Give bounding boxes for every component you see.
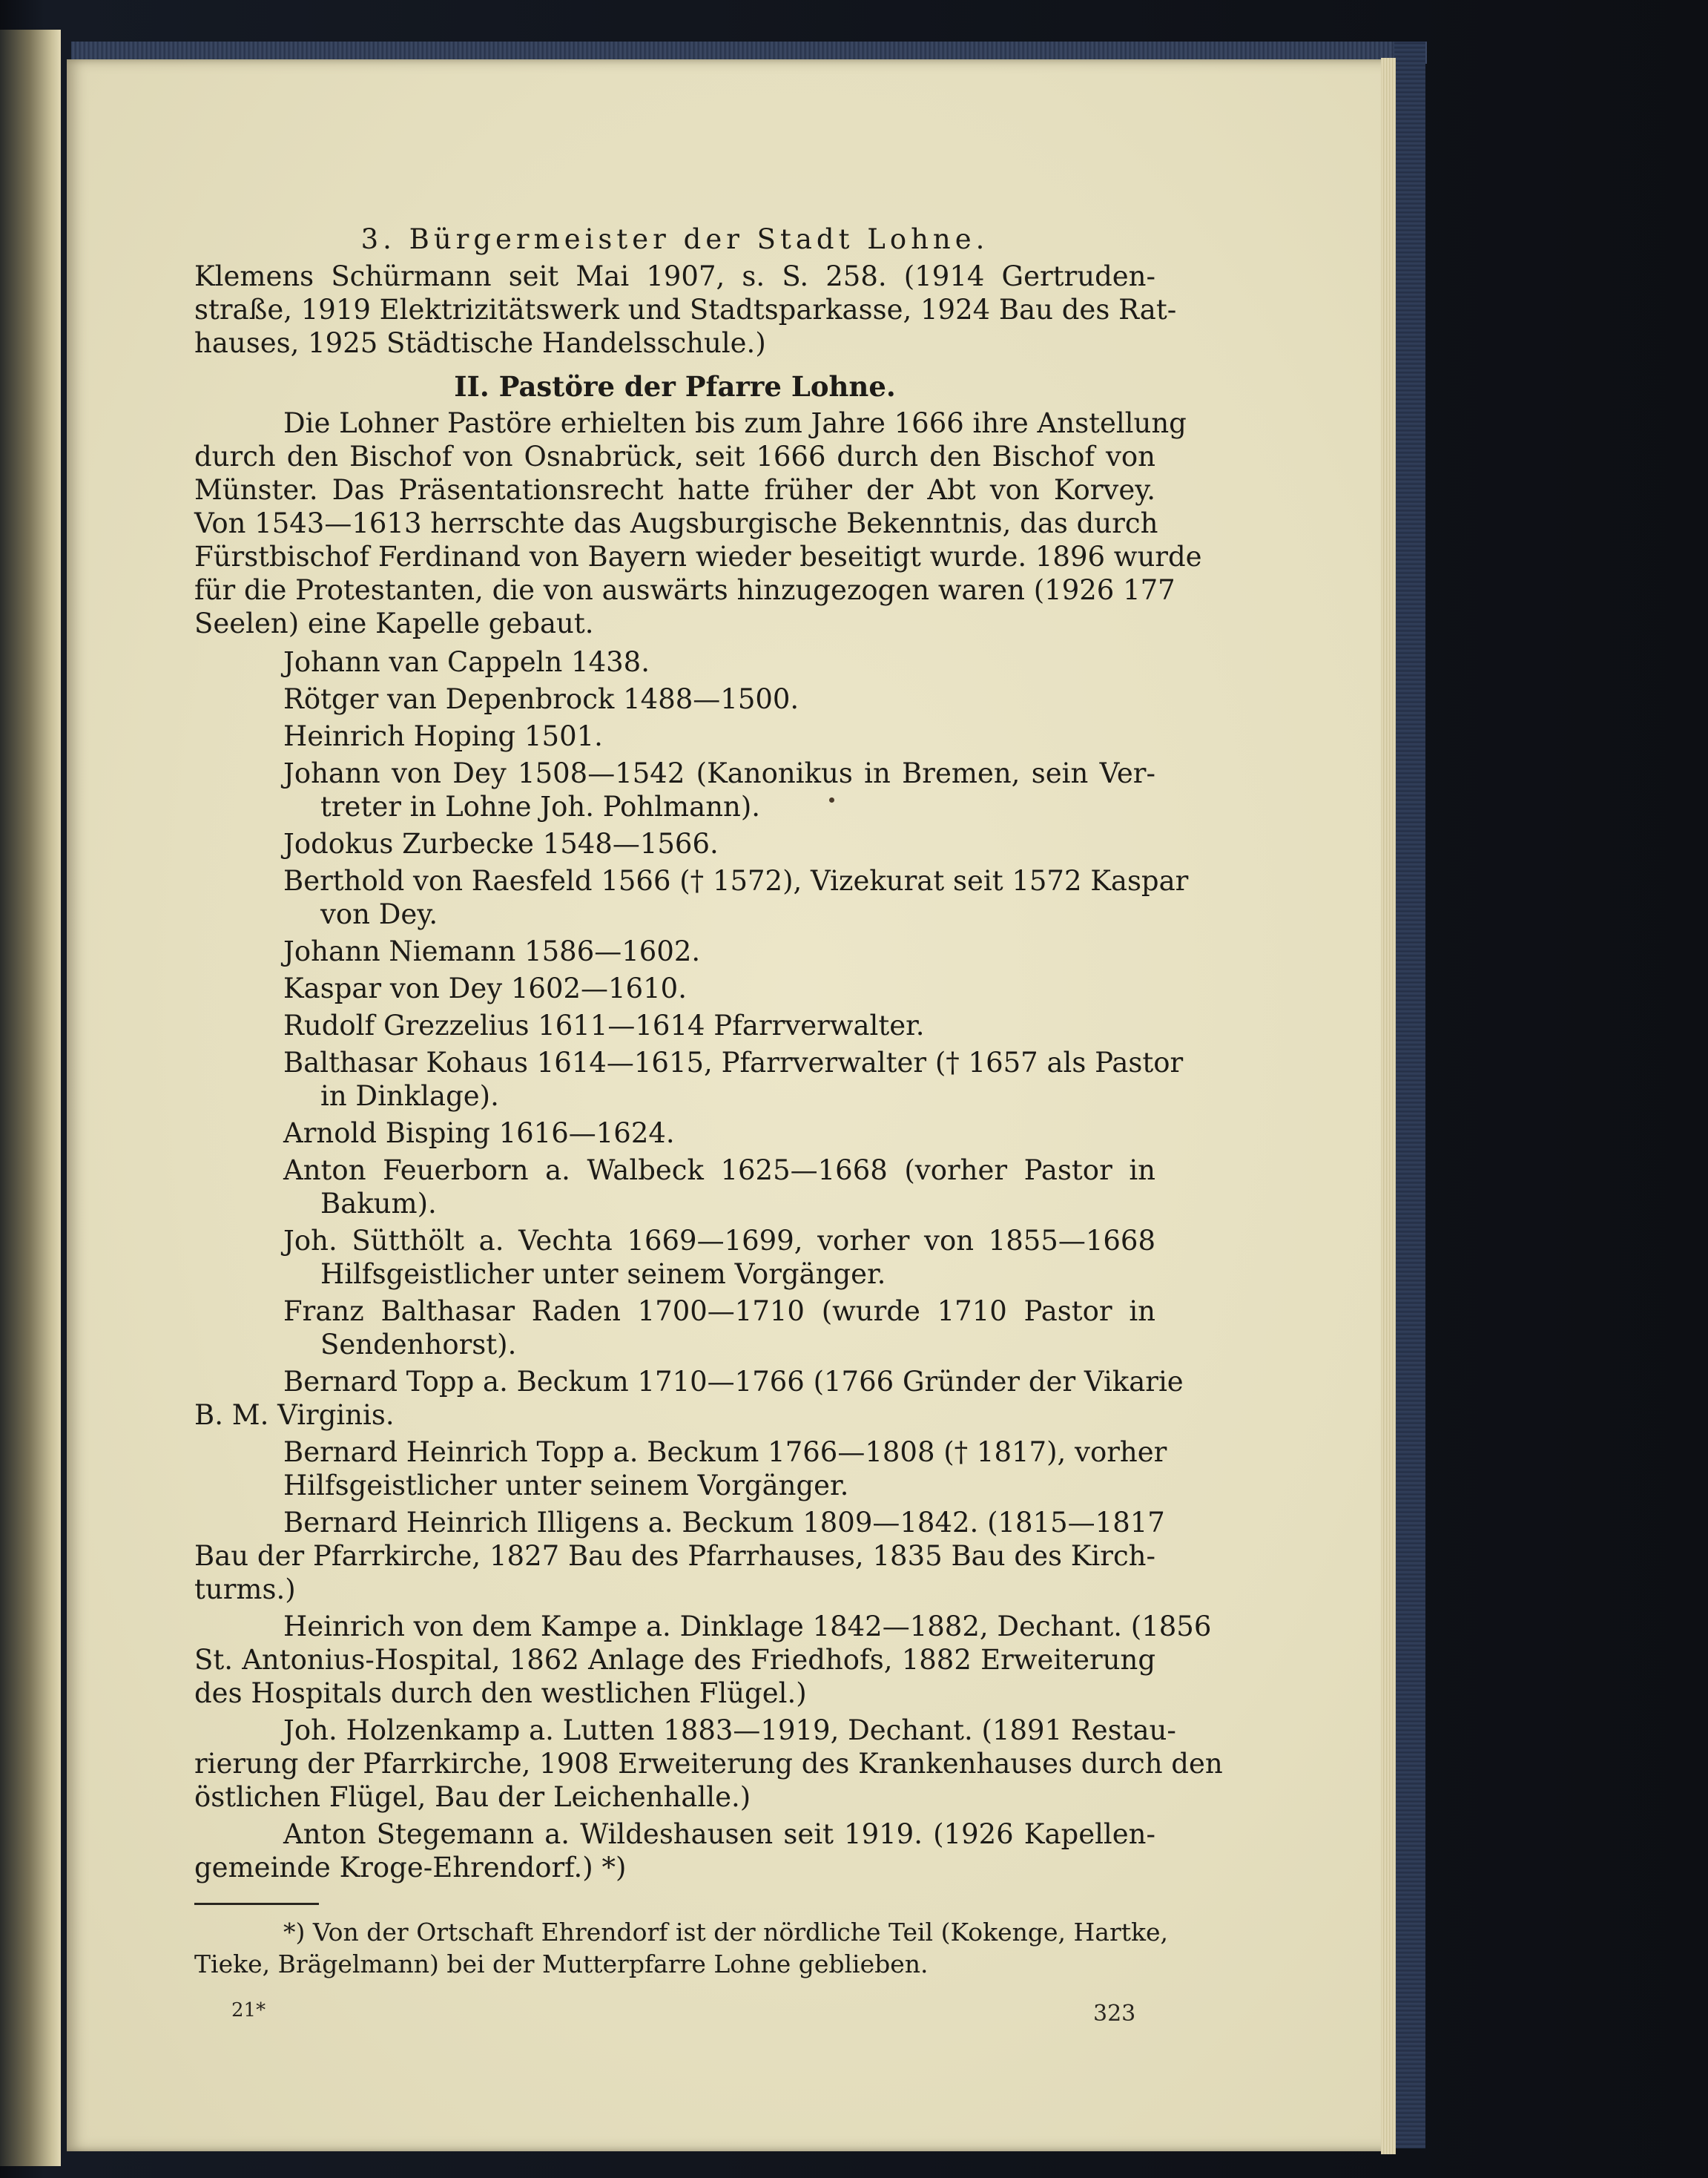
pastor-entry-cont: Hilfsgeistlicher unter seinem Vorgänger. [283, 1470, 849, 1501]
mayor-line: straße, 1919 Elektrizitätswerk und Stadtsparkasse, 1924 Bau des Rat- [194, 294, 1177, 326]
pastor-entry-cont: von Dey. [320, 898, 438, 930]
pastor-entry: Berthold von Raesfeld 1566 († 1572), Vizekurat seit 1572 Kaspar [283, 865, 1189, 897]
book-cover-right [1394, 42, 1425, 2148]
pastor-entry: Kaspar von Dey 1602—1610. [283, 973, 687, 1004]
intro-line: durch den Bischof von Osnabrück, seit 1666 durch den Bischof von [194, 441, 1155, 473]
pastor-entry-cont: östlichen Flügel, Bau der Leichenhalle.) [194, 1781, 751, 1813]
intro-line: Fürstbischof Ferdinand von Bayern wieder beseitigt wurde. 1896 wurde [194, 541, 1202, 573]
section-heading-pastors: II. Pastöre der Pfarre Lohne. [454, 370, 896, 403]
pastor-entry-cont: turms.) [194, 1573, 296, 1605]
pastor-entry: Heinrich von dem Kampe a. Dinklage 1842—1882, Dechant. (1856 [283, 1611, 1212, 1642]
pastor-entry: Heinrich Hoping 1501. [283, 720, 603, 752]
pastor-entry: Bernard Heinrich Illigens a. Beckum 1809—1842. (1815—1817 [283, 1507, 1165, 1539]
section-heading-mayors: 3. Bürgermeister der Stadt Lohne. [360, 223, 989, 255]
mayor-line: hauses, 1925 Städtische Handelsschule.) [194, 327, 766, 359]
page-number: 323 [1093, 2001, 1136, 2027]
intro-line: Von 1543—1613 herrschte das Augsburgische Bekenntnis, das durch [194, 507, 1158, 539]
footnote-line: *) Von der Ortschaft Ehrendorf ist der nördliche Teil (Kokenge, Hartke, [283, 1918, 1169, 1947]
pastor-entry: Johann Niemann 1586—1602. [283, 935, 701, 967]
pastor-entry: Franz Balthasar Raden 1700—1710 (wurde 1710 Pastor in [283, 1295, 1155, 1327]
pastor-entry-cont: B. M. Virginis. [194, 1399, 395, 1431]
pastor-entry: Joh. Sütthölt a. Vechta 1669—1699, vorher von 1855—1668 [283, 1225, 1155, 1257]
pastor-entry-cont: Bau der Pfarrkirche, 1827 Bau des Pfarrhauses, 1835 Bau des Kirch- [194, 1540, 1155, 1572]
mayor-line: Klemens Schürmann seit Mai 1907, s. S. 258. (1914 Gertruden- [194, 260, 1155, 292]
pastor-entry: Rudolf Grezzelius 1611—1614 Pfarrverwalter. [283, 1010, 925, 1042]
pastor-entry-cont: St. Antonius-Hospital, 1862 Anlage des Friedhofs, 1882 Erweiterung [194, 1644, 1155, 1676]
pastor-entry: Balthasar Kohaus 1614—1615, Pfarrverwalter († 1657 als Pastor [283, 1047, 1184, 1079]
pastor-entry-cont: rierung der Pfarrkirche, 1908 Erweiterung des Krankenhauses durch den [194, 1748, 1223, 1780]
pastor-entry: Johann van Cappeln 1438. [283, 646, 650, 678]
pastor-entry-cont: gemeinde Kroge-Ehrendorf.) *) [194, 1852, 627, 1883]
pastor-entry: Joh. Holzenkamp a. Lutten 1883—1919, Dechant. (1891 Restau- [283, 1714, 1176, 1746]
ink-speck [829, 797, 834, 803]
pastor-entry-cont: Sendenhorst). [320, 1329, 517, 1361]
pastor-entry-cont: Bakum). [320, 1188, 437, 1220]
pastor-entry-cont: treter in Lohne Joh. Pohlmann). [320, 791, 761, 823]
pastor-entry-cont: in Dinklage). [320, 1080, 499, 1112]
pastor-entry: Johann von Dey 1508—1542 (Kanonikus in Bremen, sein Ver- [283, 757, 1155, 789]
intro-line: für die Protestanten, die von auswärts hinzugezogen waren (1926 177 [194, 574, 1176, 606]
pastor-entry: Jodokus Zurbecke 1548—1566. [283, 828, 719, 860]
footnote-rule [194, 1903, 319, 1905]
pastor-entry: Bernard Topp a. Beckum 1710—1766 (1766 Gründer der Vikarie [283, 1366, 1184, 1398]
pastor-entry-cont: des Hospitals durch den westlichen Flügel.) [194, 1677, 807, 1709]
pastor-entry: Anton Stegemann a. Wildeshausen seit 1919. (1926 Kapellen- [283, 1818, 1155, 1850]
pastor-entry: Arnold Bisping 1616—1624. [283, 1117, 675, 1149]
book-cover-left [0, 30, 61, 2166]
page-edge [1381, 58, 1396, 2154]
intro-line: Münster. Das Präsentationsrecht hatte früher der Abt von Korvey. [194, 474, 1155, 506]
intro-line: Die Lohner Pastöre erhielten bis zum Jahre 1666 ihre Anstellung [283, 407, 1187, 439]
footnote-line: Tieke, Brägelmann) bei der Mutterpfarre Lohne geblieben. [194, 1950, 929, 1978]
pastor-entry: Rötger van Depenbrock 1488—1500. [283, 683, 799, 715]
intro-line: Seelen) eine Kapelle gebaut. [194, 608, 594, 639]
pastor-entry-cont: Hilfsgeistlicher unter seinem Vorgänger. [320, 1258, 886, 1290]
pastor-entry: Bernard Heinrich Topp a. Beckum 1766—1808 († 1817), vorher [283, 1436, 1167, 1468]
signature-mark: 21* [231, 1999, 266, 2021]
pastor-entry: Anton Feuerborn a. Walbeck 1625—1668 (vorher Pastor in [283, 1154, 1155, 1186]
